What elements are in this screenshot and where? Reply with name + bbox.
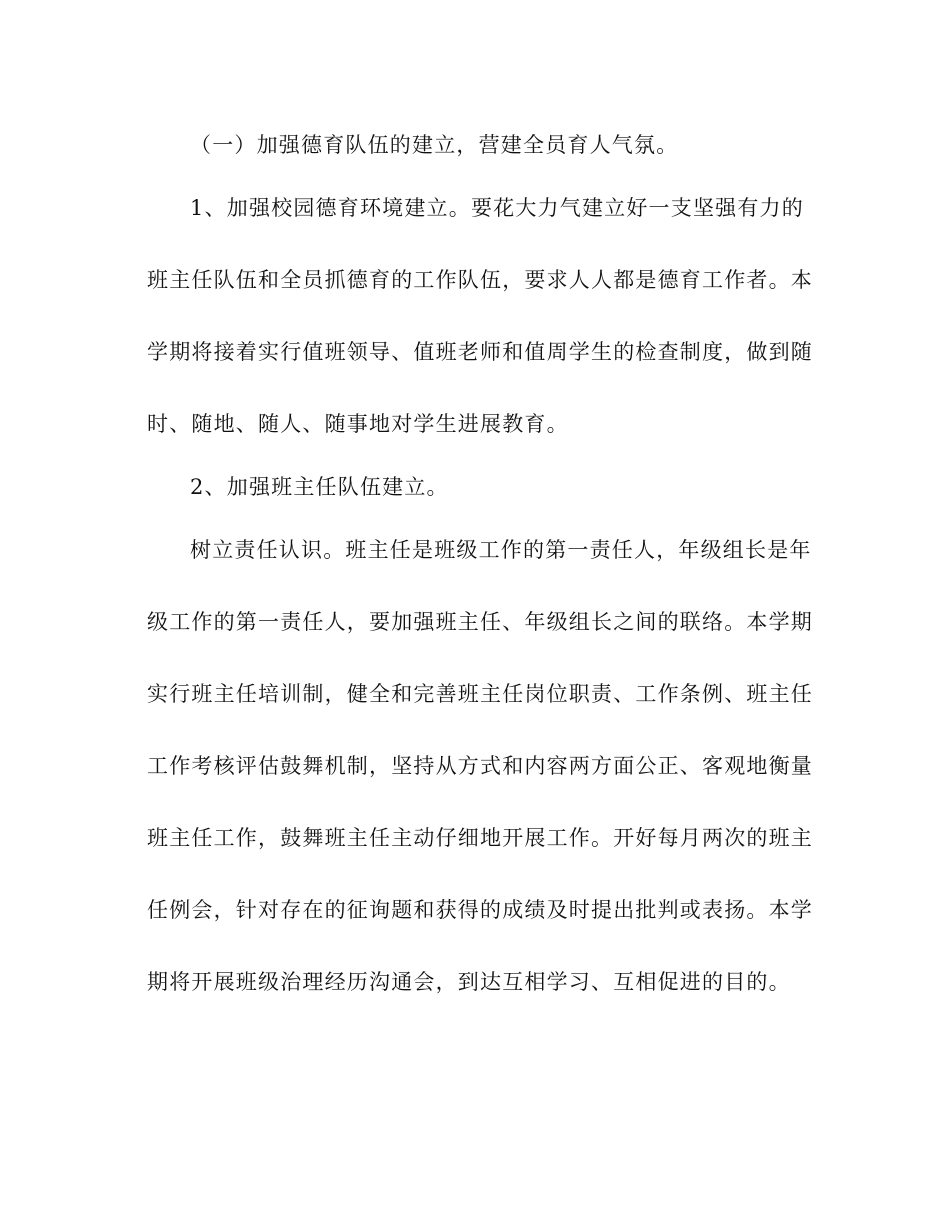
paragraph-line: 级工作的第一责任人，要加强班主任、年级组长之间的联络。本学期	[147, 610, 813, 634]
paragraph-line: 班主任队伍和全员抓德育的工作队伍，要求人人都是德育工作者。本	[147, 268, 813, 292]
paragraph-line: 学期将接着实行值班领导、值班老师和值周学生的检查制度，做到随	[147, 340, 813, 364]
paragraph-line: 工作考核评估鼓舞机制，坚持从方式和内容两方面公正、客观地衡量	[147, 754, 813, 778]
paragraph-line: 树立责任认识。班主任是班级工作的第一责任人，年级组长是年	[190, 538, 812, 562]
paragraph-line: 期将开展班级治理经历沟通会，到达互相学习、互相促进的目的。	[147, 970, 791, 994]
subsection-heading: 2、加强班主任队伍建立。	[190, 475, 449, 499]
paragraph-line: 实行班主任培训制，健全和完善班主任岗位职责、工作条例、班主任	[147, 682, 813, 706]
paragraph-line: 时、随地、随人、随事地对学生进展教育。	[147, 412, 569, 436]
section-heading: （一）加强德育队伍的建立，营建全员育人气氛。	[190, 133, 679, 157]
paragraph-line: 1、加强校园德育环境建立。要花大力气建立好一支坚强有力的	[190, 196, 804, 220]
paragraph-line: 任例会，针对存在的征询题和获得的成绩及时提出批判或表扬。本学	[147, 898, 813, 922]
paragraph-line: 班主任工作，鼓舞班主任主动仔细地开展工作。开好每月两次的班主	[147, 826, 813, 850]
